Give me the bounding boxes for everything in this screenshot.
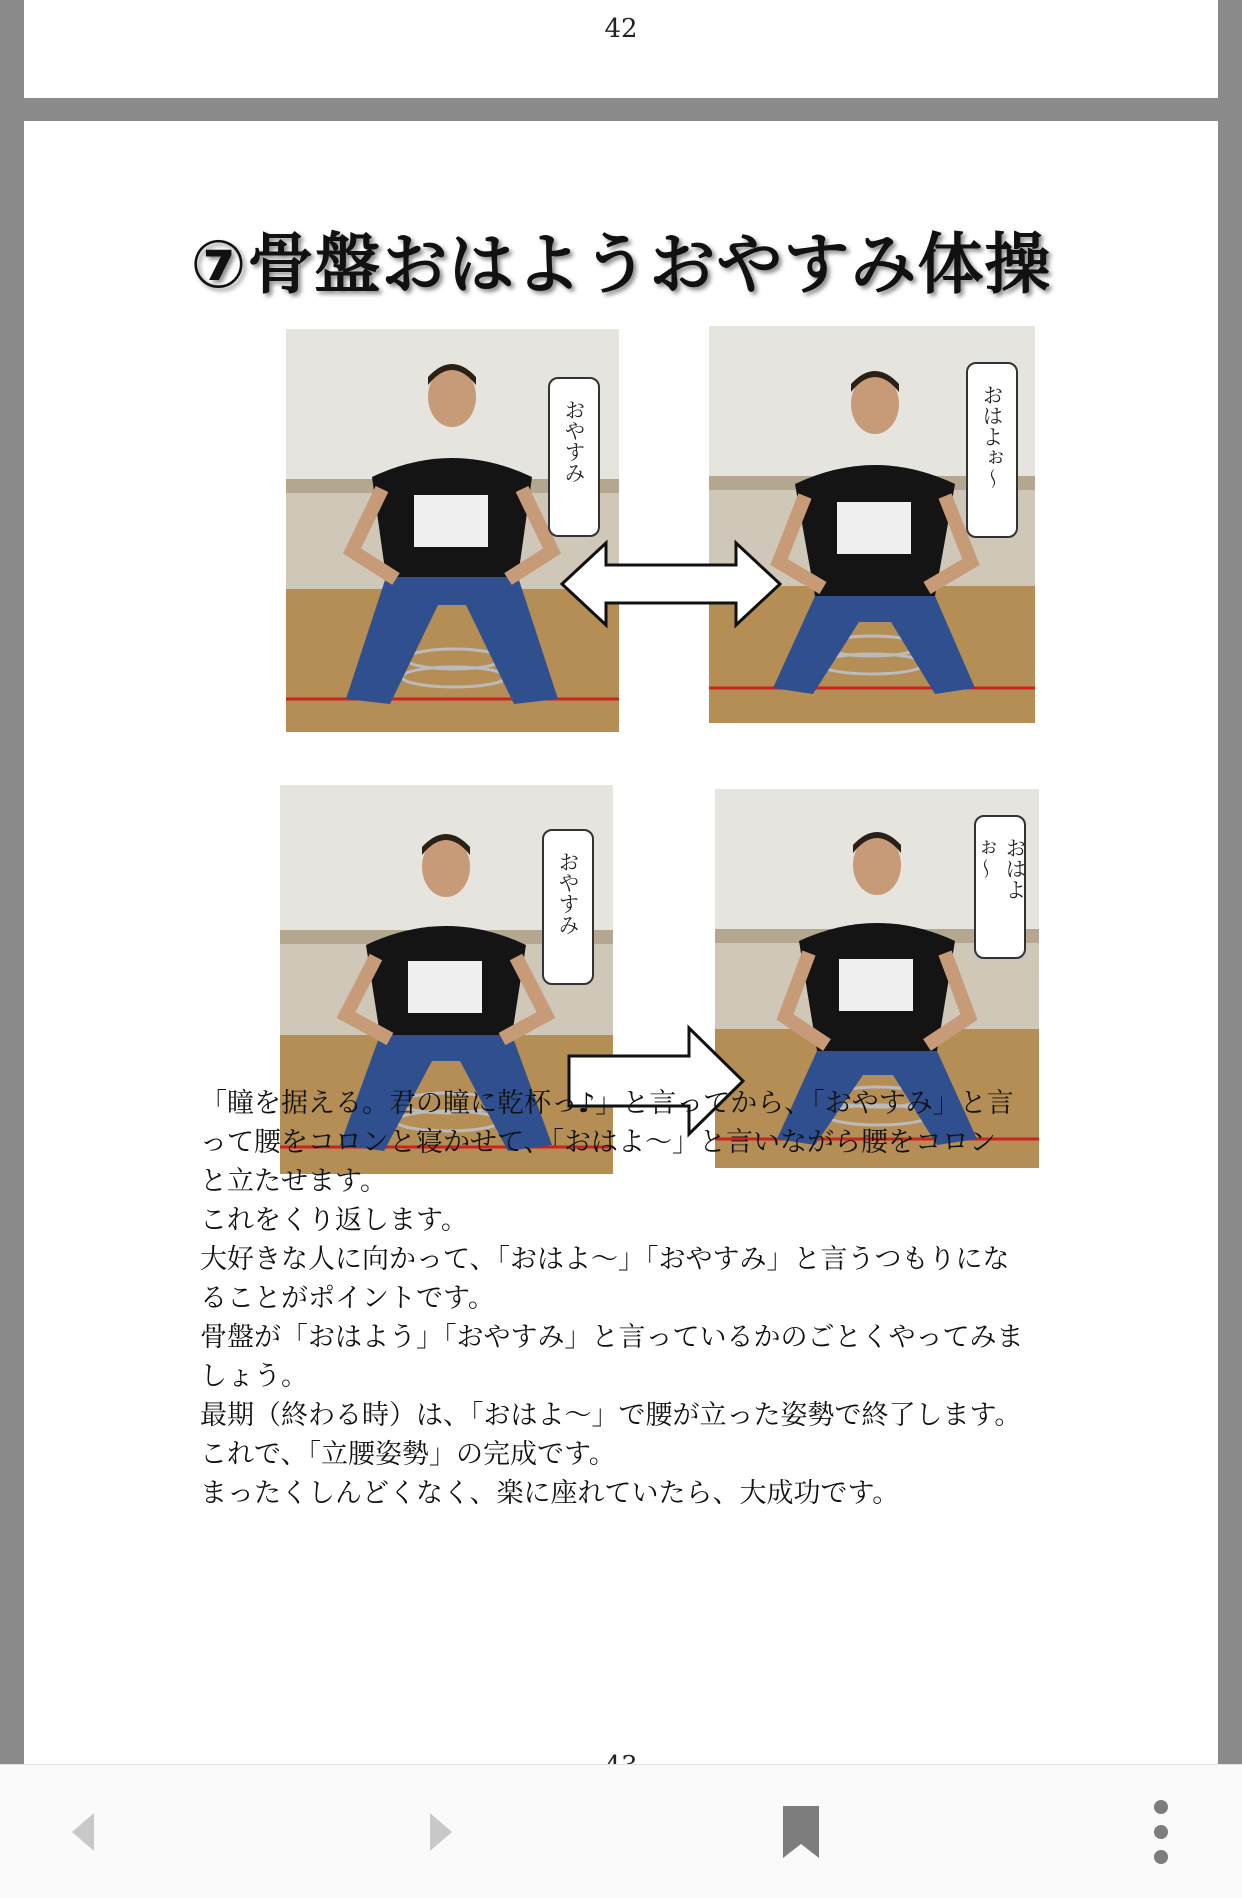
previous-page (24, 0, 1218, 98)
page-title: ⑦骨盤おはようおやすみ体操 (190, 226, 1052, 303)
body-text (200, 1084, 1100, 1513)
next-page-button[interactable] (398, 1765, 484, 1898)
photo-row1-right (709, 326, 1035, 723)
body-line: これをくり返します。 (200, 1205, 468, 1236)
double-arrow-icon (558, 539, 784, 629)
chevron-right-icon (426, 1809, 456, 1855)
body-line: と立たせます。 (200, 1166, 387, 1197)
bottom-navigation-bar (0, 1764, 1242, 1898)
page-number: 42 (604, 14, 638, 44)
bookmark-icon (781, 1804, 821, 1860)
photo-row1-left (286, 329, 619, 732)
body-line: って腰をコロンと寝かせて、「おはよ〜」と言いながら腰をコロン (200, 1127, 996, 1158)
body-line: 「瞳を据える。君の瞳に乾杯っ♪」と言ってから、「おやすみ」と言 (200, 1088, 1014, 1119)
body-line: まったくしんどくなく、楽に座れていたら、大成功です。 (200, 1478, 900, 1509)
body-line: ることがポイントです。 (200, 1283, 495, 1314)
speech-bubble-oyasumi: おやすみ (548, 377, 600, 537)
speech-bubble-ohayo: おはよぉ〜 (966, 362, 1018, 538)
bookmark-button[interactable] (758, 1765, 844, 1898)
body-line: 最期（終わる時）は、「おはよ〜」で腰が立った姿勢で終了します。 (200, 1400, 1022, 1431)
speech-bubble-ohayo: おはよぉ〜 (974, 815, 1026, 959)
body-line: 大好きな人に向かって、「おはよ〜」「おやすみ」と言うつもりにな (200, 1244, 1010, 1275)
body-line: しょう。 (200, 1361, 308, 1392)
body-line: これで、「立腰姿勢」の完成です。 (200, 1439, 616, 1470)
more-options-button[interactable] (1118, 1765, 1204, 1898)
speech-bubble-oyasumi: おやすみ (542, 829, 594, 985)
current-page (24, 121, 1218, 1897)
previous-page-button[interactable] (40, 1765, 126, 1898)
chevron-left-icon (68, 1809, 98, 1855)
more-vertical-icon (1151, 1799, 1171, 1865)
body-line: 骨盤が「おはよう」「おやすみ」と言っているかのごとくやってみま (200, 1322, 1024, 1353)
